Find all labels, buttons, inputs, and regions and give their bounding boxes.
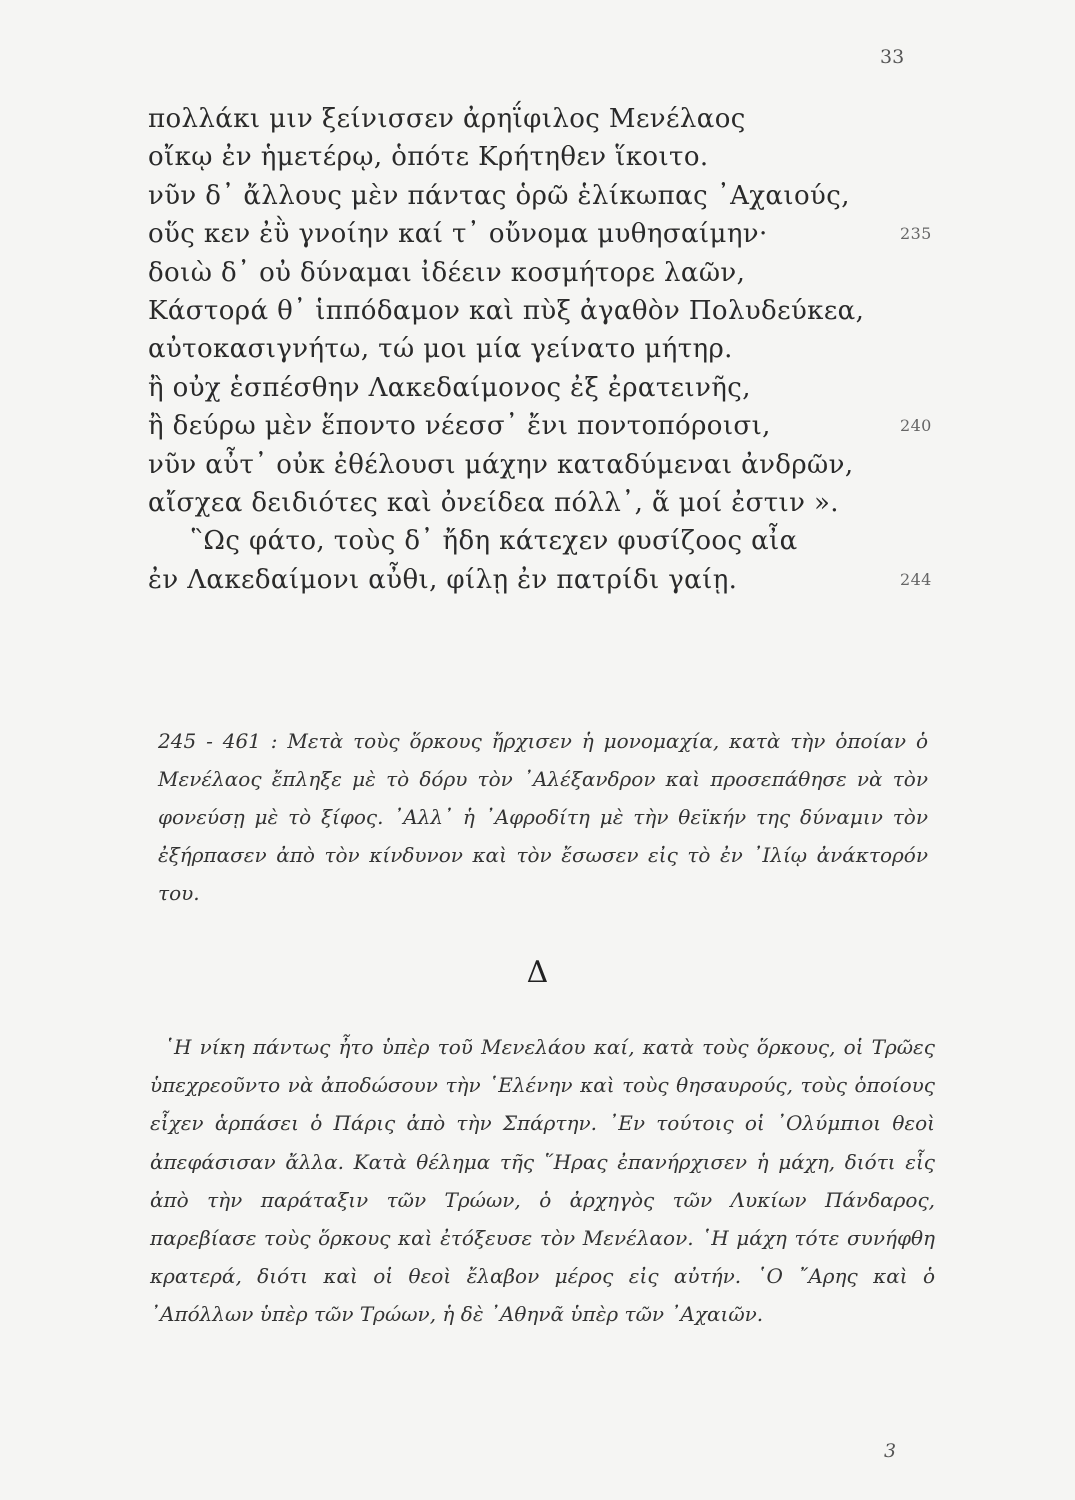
verse-line <box>148 561 948 599</box>
verse-text: πολλάκι μιν ξείνισσεν ἀρηΐφιλος Μενέλαος <box>148 104 746 134</box>
summary-paragraph: 245 - 461 : Μετὰ τοὺς ὅρκους ἤρχισεν ἡ μονομαχία, κατὰ τὴν ὁποίαν ὁ Μενέλαος ἔπληξε μὲ τὸ δόρυ τὸν ᾽Αλέξανδρον καὶ προσεπάθησε νὰ τὸν φονεύσῃ μὲ τὸ ξίφος. ᾽Αλλ᾽ ἡ ᾽Αφροδίτη μὲ τὴν θεϊκήν της δύναμιν τὸν ἐξήρπασεν ἀπὸ τὸν κίνδυνον καὶ τὸν ἔσωσεν εἰς τὸ ἐν ᾽Ιλίῳ ἀνάκτορόν του. <box>158 729 928 905</box>
verse-text: νῦν αὖτ᾽ οὐκ ἐθέλουσι μάχην καταδύμεναι ἀνδρῶν, <box>148 449 854 480</box>
verse-text: αἴσχεα δειδιότες καὶ ὀνείδεα πόλλ᾽, ἅ μοί ἐστιν ». <box>148 487 839 518</box>
verse-text: ἐν Λακεδαίμονι αὖθι, φίλῃ ἐν πατρίδι γαίῃ. <box>148 564 738 595</box>
verse-line <box>148 369 948 407</box>
verse-line <box>148 292 948 330</box>
line-number: 235 <box>900 224 932 244</box>
verse-text: δοιὼ δ᾽ οὐ δύναμαι ἰδέειν κοσμήτορε λαῶν, <box>148 257 746 288</box>
verse-line <box>148 522 948 560</box>
verse-line <box>148 484 948 522</box>
verse-text: οὕς κεν ἐῢ γνοίην καί τ᾽ οὔνομα μυθησαίμην· <box>148 219 768 250</box>
verse-block <box>148 100 948 599</box>
verse-text: ἢ δεύρω μὲν ἕποντο νέεσσ᾽ ἔνι ποντοπόροισι, <box>148 411 771 442</box>
verse-text: νῦν δ᾽ ἄλλους μὲν πάντας ὁρῶ ἑλίκωπας ᾽Αχαιούς, <box>148 180 850 211</box>
verse-line <box>148 100 948 138</box>
line-number: 244 <box>900 569 932 589</box>
verse-line <box>148 407 948 445</box>
verse-line <box>148 254 948 292</box>
verse-line <box>148 446 948 484</box>
book-heading: Δ <box>526 955 549 990</box>
verse-line <box>148 177 948 215</box>
verse-line <box>148 215 948 253</box>
verse-text: ῝Ως φάτο, τοὺς δ᾽ ἤδη κάτεχεν φυσίζοος αἶα <box>190 526 798 557</box>
verse-text: οἴκῳ ἐν ἡμετέρῳ, ὁπότε Κρήτηθεν ἵκοιτο. <box>148 142 709 173</box>
verse-line <box>148 138 948 176</box>
verse-text: ἢ οὐχ ἑσπέσθην Λακεδαίμονος ἐξ ἐρατεινῆς, <box>148 372 751 403</box>
verse-text: αὐτοκασιγνήτω, τώ μοι μία γείνατο μήτηρ. <box>148 334 733 365</box>
page-number: 33 <box>880 46 905 68</box>
verse-text: Κάστορά θ᾽ ἱππόδαμον καὶ πὺξ ἀγαθὸν Πολυδεύκεα, <box>148 295 865 326</box>
intro-paragraph: ῾Η νίκη πάντως ἦτο ὑπὲρ τοῦ Μενελάου καί, κατὰ τοὺς ὅρκους, οἱ Τρῶες ὑπεχρεοῦντο νὰ ἀποδώσουν τὴν ῾Ελένην καὶ τοὺς θησαυρούς, τοὺς ὁποίους εἶχεν ἁρπάσει ὁ Πάρις ἀπὸ τὴν Σπάρτην. ᾽Εν τούτοις οἱ ᾽Ολύμπιοι θεοὶ ἀπεφάσισαν ἄλλα. Κατὰ θέλημα τῆς ῞Ηρας ἐπανήρχισεν ἡ μάχη, διότι εἷς ἀπὸ τὴν παράταξιν τῶν Τρώων, ὁ ἀρχηγὸς τῶν Λυκίων Πάνδαρος, παρεβίασε τοὺς ὅρκους καὶ ἐτόξευσε τὸν Μενέλαον. ῾Η μάχη τότε συνήφθη κρατερά, διότι καὶ οἱ θεοὶ ἔλαβον μέρος εἰς αὐτήν. ῾Ο ῎Αρης καὶ ὁ ᾽Απόλλων ὑπὲρ τῶν Τρώων, ἡ δὲ ᾽Αθηνᾶ ὑπὲρ τῶν ᾽Αχαιῶν. <box>150 1035 935 1327</box>
verse-line <box>148 330 948 368</box>
signature-mark: 3 <box>884 1440 897 1462</box>
line-number: 240 <box>900 416 932 436</box>
